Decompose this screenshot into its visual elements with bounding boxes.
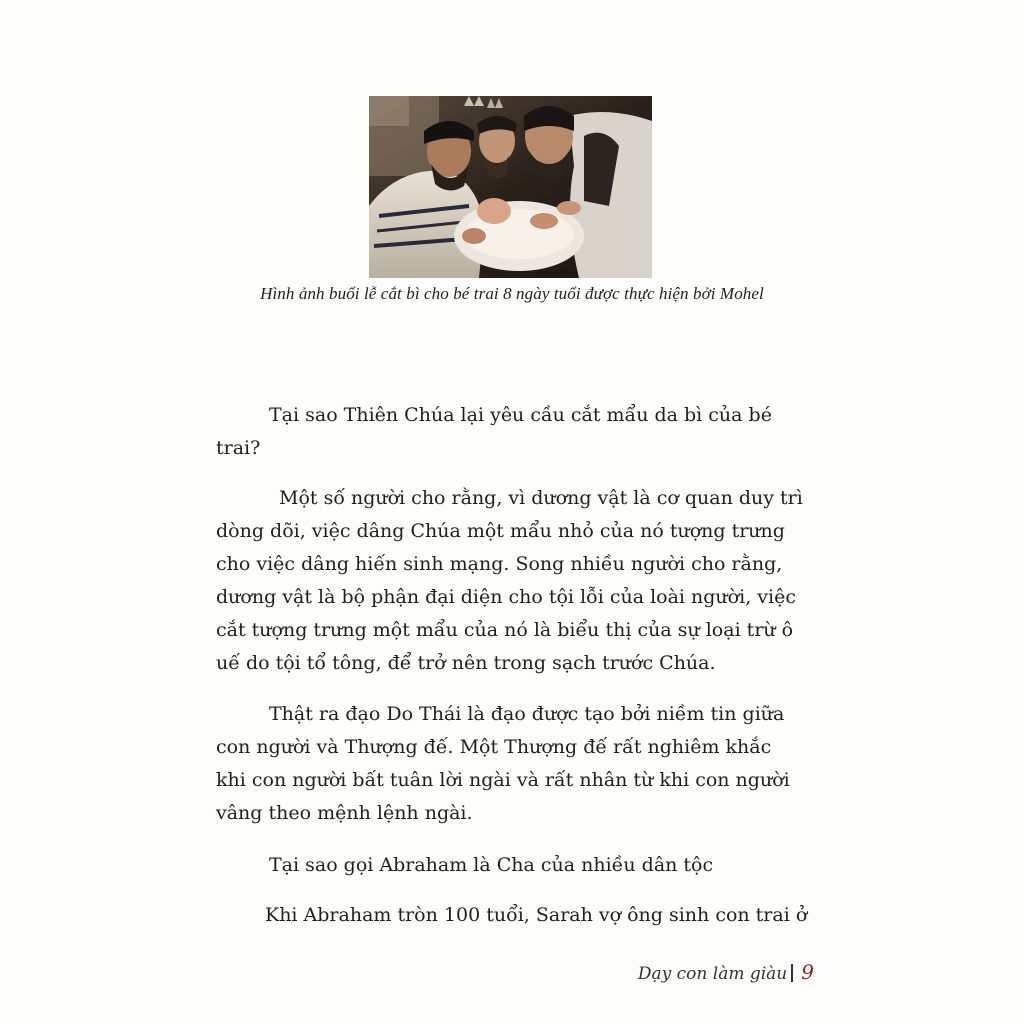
section-heading: Tại sao gọi Abraham là Cha của nhiều dân tộc xyxy=(269,854,714,876)
body-line-2: trai? xyxy=(216,437,261,459)
body-line-1: Tại sao Thiên Chúa lại yêu cầu cắt mẩu da bì của bé xyxy=(269,404,772,426)
footer-divider xyxy=(791,964,793,982)
body-line-10: con người và Thượng đế. Một Thượng đế rất nghiêm khắc xyxy=(216,736,772,758)
circumcision-ceremony-photo xyxy=(369,96,652,278)
footer-book-title: Dạy con làm giàu xyxy=(637,964,788,984)
body-line-14: Khi Abraham tròn 100 tuổi, Sarah vợ ông sinh con trai ở xyxy=(265,904,808,926)
body-line-7: cắt tượng trưng một mẩu của nó là biểu thị của sự loại trừ ô xyxy=(216,619,794,641)
body-line-3: Một số người cho rằng, vì dương vật là cơ quan duy trì xyxy=(279,487,803,509)
page-footer xyxy=(638,960,814,984)
body-line-9: Thật ra đạo Do Thái là đạo được tạo bởi niềm tin giữa xyxy=(269,703,785,725)
body-line-11: khi con người bất tuân lời ngài và rất nhân từ khi con người xyxy=(216,769,790,791)
page-number: 9 xyxy=(801,960,814,984)
body-line-4: dòng dõi, việc dâng Chúa một mẩu nhỏ của nó tượng trưng xyxy=(216,520,785,542)
body-line-12: vâng theo mệnh lệnh ngài. xyxy=(216,802,473,824)
body-line-8: uế do tội tổ tông, để trở nên trong sạch trước Chúa. xyxy=(216,652,716,674)
body-line-5: cho việc dâng hiến sinh mạng. Song nhiều người cho rằng, xyxy=(216,553,783,575)
photo-caption: Hình ảnh buổi lễ cắt bì cho bé trai 8 ngày tuổi được thực hiện bởi Mohel xyxy=(260,284,764,303)
body-line-6: dương vật là bộ phận đại diện cho tội lỗi của loài người, việc xyxy=(216,586,796,608)
